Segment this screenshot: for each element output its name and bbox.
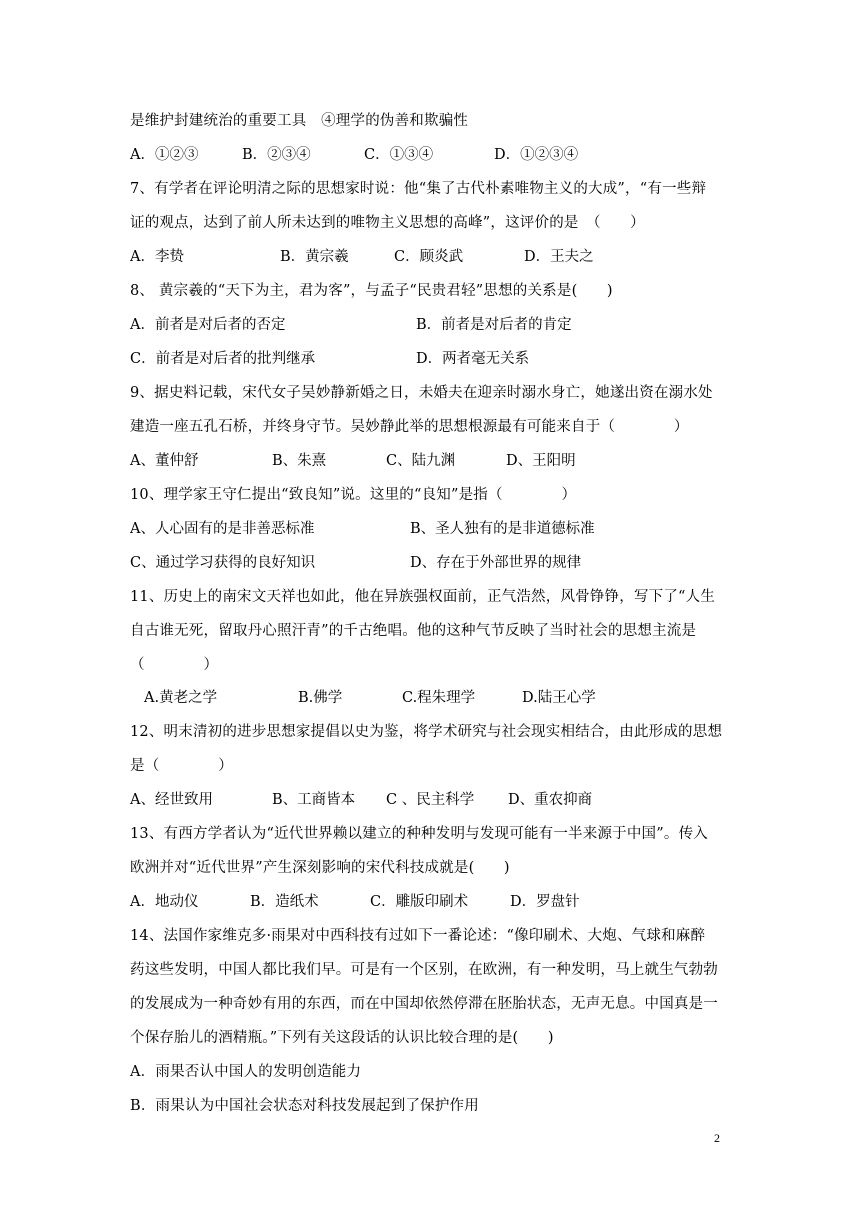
q13-options (130, 892, 730, 912)
q13-text-line1: 13、有西方学者认为“近代世界赖以建立的种种发明与发现可能有一半来源于中国”。传入 (130, 826, 708, 842)
q7-text-line1: 7、有学者在评论明清之际的思想家时说：他“集了古代朴素唯物主义的大成”，“有一些辩 (130, 181, 707, 197)
q10-options-row1 (130, 519, 730, 539)
q12-text-line1: 12、明末清初的进步思想家提倡以史为鉴，将学术研究与社会现实相结合，由此形成的思想 (130, 724, 723, 740)
q8-option-b: B．前者是对后者的肯定 (416, 317, 572, 333)
q9-options (130, 451, 730, 471)
q9-option-d: D、王阳明 (506, 453, 576, 469)
q8-option-a: A．前者是对后者的否定 (130, 317, 286, 333)
q9-text-line1: 9、据史料记载，宋代女子吴妙静新婚之日，未婚夫在迎亲时溺水身亡，她遂出资在溺水处 (130, 385, 713, 401)
q11-options (130, 688, 730, 708)
q8-option-d: D．两者毫无关系 (416, 351, 530, 367)
q11-option-c: C.程朱理学 (402, 690, 476, 706)
q12-option-b: B、工商皆本 (272, 792, 356, 808)
q10-option-a: A、人心固有的是非善恶标准 (130, 521, 315, 537)
q10-option-c: C、通过学习获得的良好知识 (130, 555, 316, 571)
q12-option-d: D、重农抑商 (508, 792, 593, 808)
q12-option-c: C 、民主科学 (386, 792, 475, 808)
q6-option-b: B．②③④ (242, 147, 311, 163)
q8-text: 8、 黄宗羲的“天下为主，君为客”，与孟子“民贵君轻”思想的关系是( ) (130, 283, 613, 299)
q7-option-b: B．黄宗羲 (280, 249, 349, 265)
q7-option-d: D．王夫之 (524, 249, 594, 265)
q10-options-row2 (130, 553, 730, 573)
q10-text: 10、理学家王守仁提出“致良知”说。这里的“良知”是指（ ） (130, 487, 577, 503)
q8-options-row1 (130, 315, 730, 335)
q6-option-a: A．①②③ (130, 147, 199, 163)
q11-option-d: D.陆王心学 (522, 690, 596, 706)
q6-option-d: D．①②③④ (494, 147, 579, 163)
q9-text-line2: 建造一座五孔石桥，并终身守节。吴妙静此举的思想根源最有可能来自于（ ） (130, 419, 689, 435)
q12-options (130, 790, 730, 810)
q7-text-line2: 证的观点，达到了前人所未达到的唯物主义思想的高峰”，这评价的是 （ ） (130, 215, 645, 231)
q13-option-d: D．罗盘针 (510, 894, 580, 910)
q8-option-c: C．前者是对后者的批判继承 (130, 351, 316, 367)
q10-option-d: D、存在于外部世界的规律 (410, 555, 582, 571)
q12-text-line2: 是（ ） (130, 758, 233, 774)
q6-text-tail: 是维护封建统治的重要工具 ④理学的伪善和欺骗性 (130, 113, 469, 129)
q10-option-b: B、圣人独有的是非道德标准 (410, 521, 595, 537)
q12-option-a: A、经世致用 (130, 792, 213, 808)
q11-answer-blank: （ ） (130, 657, 219, 673)
q9-option-a: A、董仲舒 (130, 453, 199, 469)
page-number: 2 (714, 1131, 720, 1145)
q11-option-b: B.佛学 (298, 690, 343, 706)
q14-text-line3: 的发展成为一种奇妙有用的东西，而在中国却依然停滞在胚胎状态，无声无息。中国真是一 (130, 996, 718, 1012)
q14-text-line4: 个保存胎儿的酒精瓶。”下列有关这段话的认识比较合理的是( ) (130, 1030, 554, 1046)
q13-option-b: B．造纸术 (250, 894, 319, 910)
q9-option-b: B、朱熹 (272, 453, 327, 469)
q6-options (130, 145, 730, 165)
q14-option-a: A．雨果否认中国人的发明创造能力 (130, 1064, 362, 1080)
q13-option-a: A．地动仪 (130, 894, 199, 910)
q14-text-line2: 药这些发明，中国人都比我们早。可是有一个区别，在欧洲，有一种发明，马上就生气勃勃 (130, 962, 718, 978)
q11-text-line2: 自古谁无死，留取丹心照汗青”的千古绝唱。他的这种气节反映了当时社会的思想主流是 (130, 623, 697, 639)
q7-options (130, 247, 730, 267)
q8-options-row2 (130, 349, 730, 369)
q11-option-a: A.黄老之学 (144, 690, 218, 706)
q14-option-b: B．雨果认为中国社会状态对科技发展起到了保护作用 (130, 1098, 479, 1114)
q13-text-line2: 欧洲并对“近代世界”产生深刻影响的宋代科技成就是( ) (130, 860, 510, 876)
q14-text-line1: 14、法国作家维克多·雨果对中西科技有过如下一番论述：“像印刷术、大炮、气球和麻醉 (130, 928, 706, 944)
q11-text-line1: 11、历史上的南宋文天祥也如此，他在异族强权面前，正气浩然，风骨铮铮，写下了“人生 (130, 589, 716, 605)
q7-option-a: A．李贽 (130, 249, 184, 265)
q6-option-c: C．①③④ (364, 147, 434, 163)
q7-option-c: C．顾炎武 (394, 249, 464, 265)
q13-option-c: C．雕版印刷术 (370, 894, 469, 910)
q9-option-c: C、陆九渊 (386, 453, 456, 469)
